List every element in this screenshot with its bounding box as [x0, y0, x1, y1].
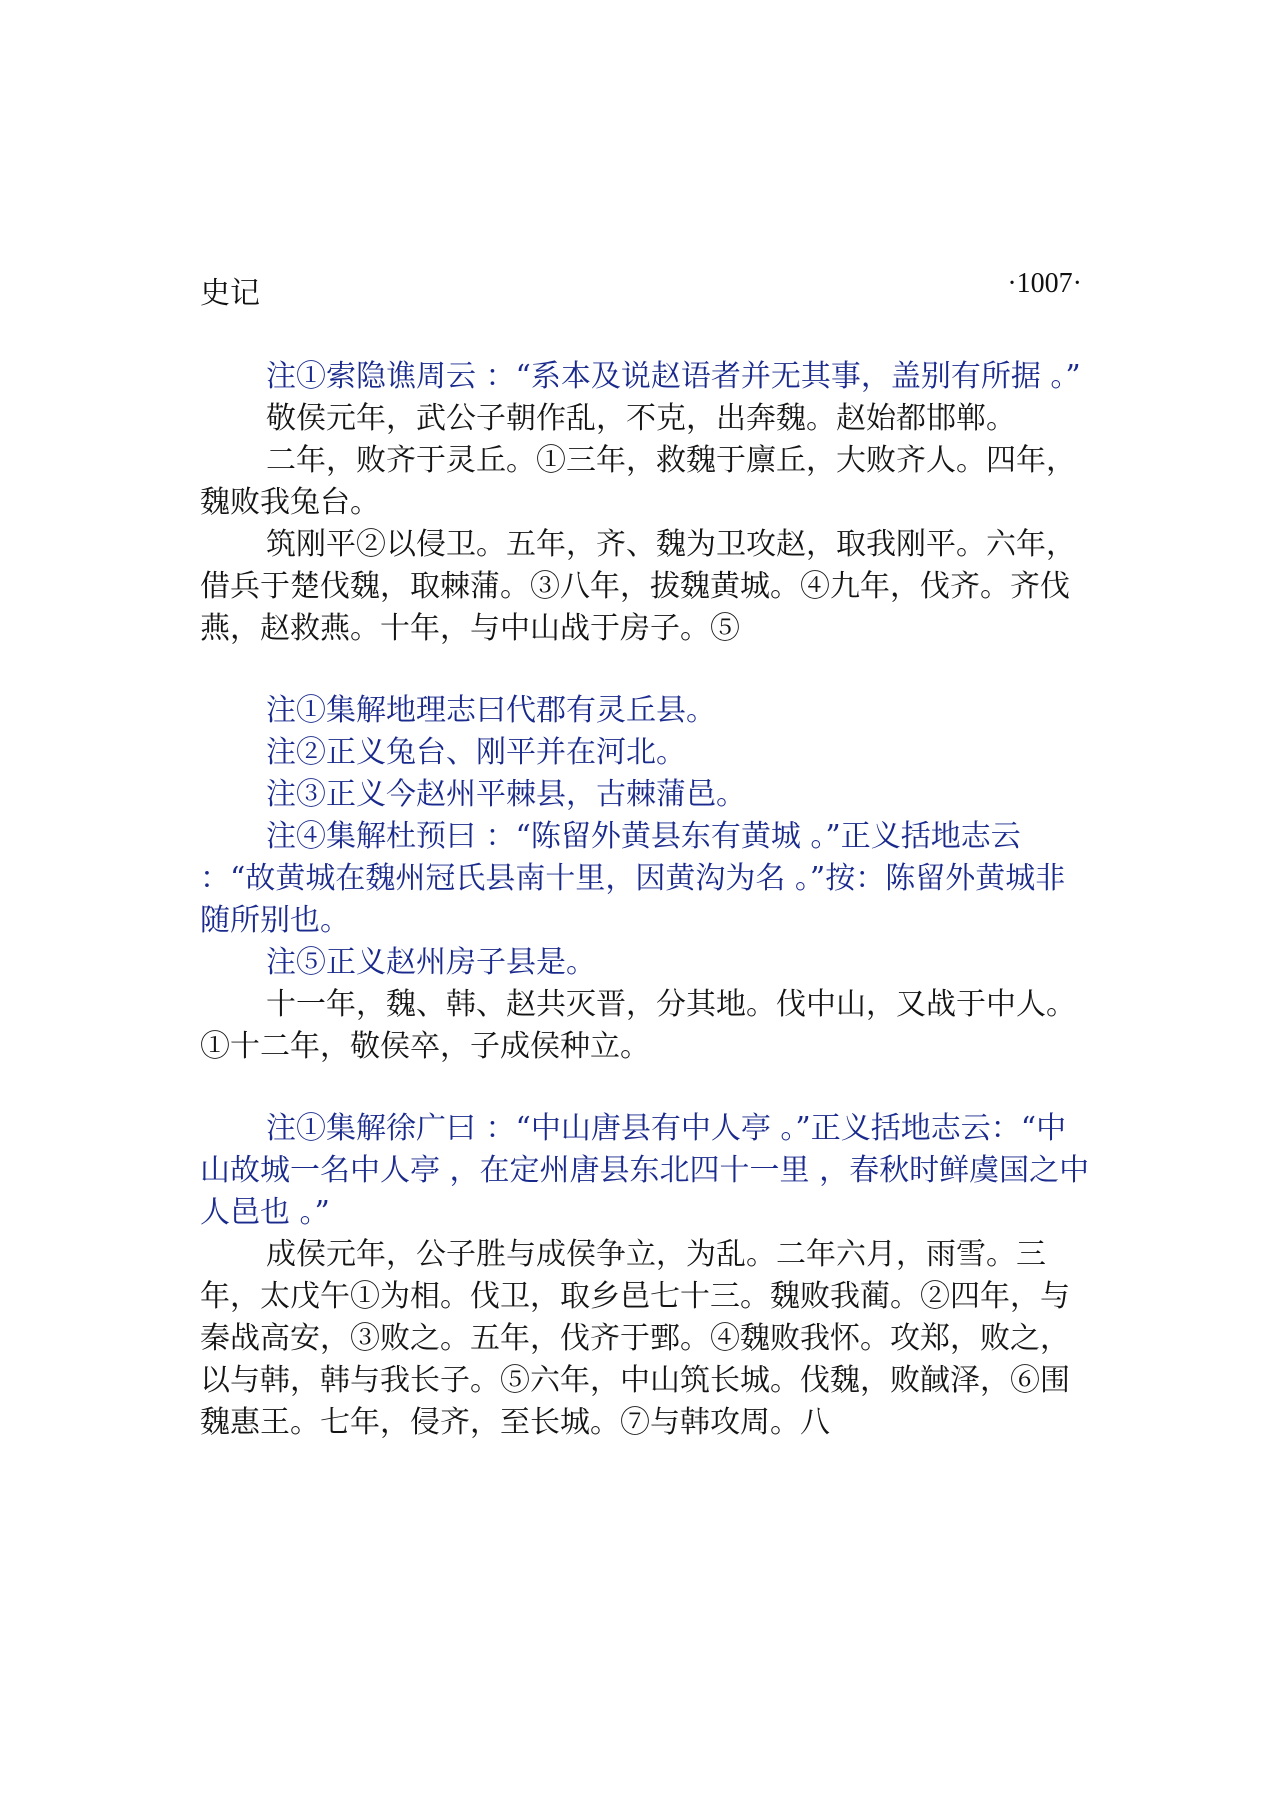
annotation-paragraph: 注②正义兔台、刚平并在河北。 — [266, 735, 686, 770]
annotation-paragraph: 注④集解杜预曰 ：“陈留外黄县东有黄城 。”正义括地志云 ：“故黄城在魏州冠氏县南十里，因黄沟为名 。”按：陈留外黄城非随所别也。 — [200, 819, 1066, 938]
main-paragraph: 二年，败齐于灵丘。①三年，救魏于廪丘，大败齐人。四年，魏败我兔台。 — [200, 443, 1076, 520]
annotation-paragraph: 注①索隐谯周云 ：“系本及说赵语者并无其事，盖别有所据 。” — [266, 359, 1081, 394]
paragraph-spacer — [200, 650, 1090, 690]
annotation-paragraph: 注①集解地理志曰代郡有灵丘县。 — [266, 693, 716, 728]
annotation-paragraph: 注①集解徐广曰 ：“中山唐县有中人亭 。”正义括地志云：“中山故城一名中人亭 ，在定州唐县东北四十一里 ，春秋时鲜虞国之中人邑也 。” — [200, 1111, 1090, 1230]
book-title: 史记 — [200, 276, 260, 311]
paragraph-spacer — [200, 1068, 1090, 1108]
annotation-paragraph: 注⑤正义赵州房子县是。 — [266, 945, 596, 980]
page-body — [200, 356, 1090, 1444]
main-paragraph: 十一年，魏、韩、赵共灭晋，分其地。伐中山，又战于中人。①十二年，敬侯卒，子成侯种立。 — [200, 987, 1076, 1064]
page-header — [200, 268, 1082, 311]
page-number: ·1007· — [1007, 268, 1082, 299]
main-paragraph: 敬侯元年，武公子朝作乱，不克，出奔魏。赵始都邯郸。 — [266, 401, 1016, 436]
main-paragraph: 筑刚平②以侵卫。五年，齐、魏为卫攻赵，取我刚平。六年，借兵于楚伐魏，取棘蒲。③八年，拔魏黄城。④九年，伐齐。齐伐燕，赵救燕。十年，与中山战于房子。⑤ — [200, 527, 1076, 646]
annotation-paragraph: 注③正义今赵州平棘县，古棘蒲邑。 — [266, 777, 746, 812]
main-paragraph: 成侯元年，公子胜与成侯争立，为乱。二年六月，雨雪。三年，太戊午①为相。伐卫，取乡邑七十三。魏败我蔺。②四年，与秦战高安，③败之。五年，伐齐于鄄。④魏败我怀。攻郑，败之，以与韩，韩与我长子。⑤六年，中山筑长城。伐魏，败馘泽，⑥围魏惠王。七年，侵齐，至长城。⑦与韩攻周。八 — [200, 1237, 1070, 1440]
